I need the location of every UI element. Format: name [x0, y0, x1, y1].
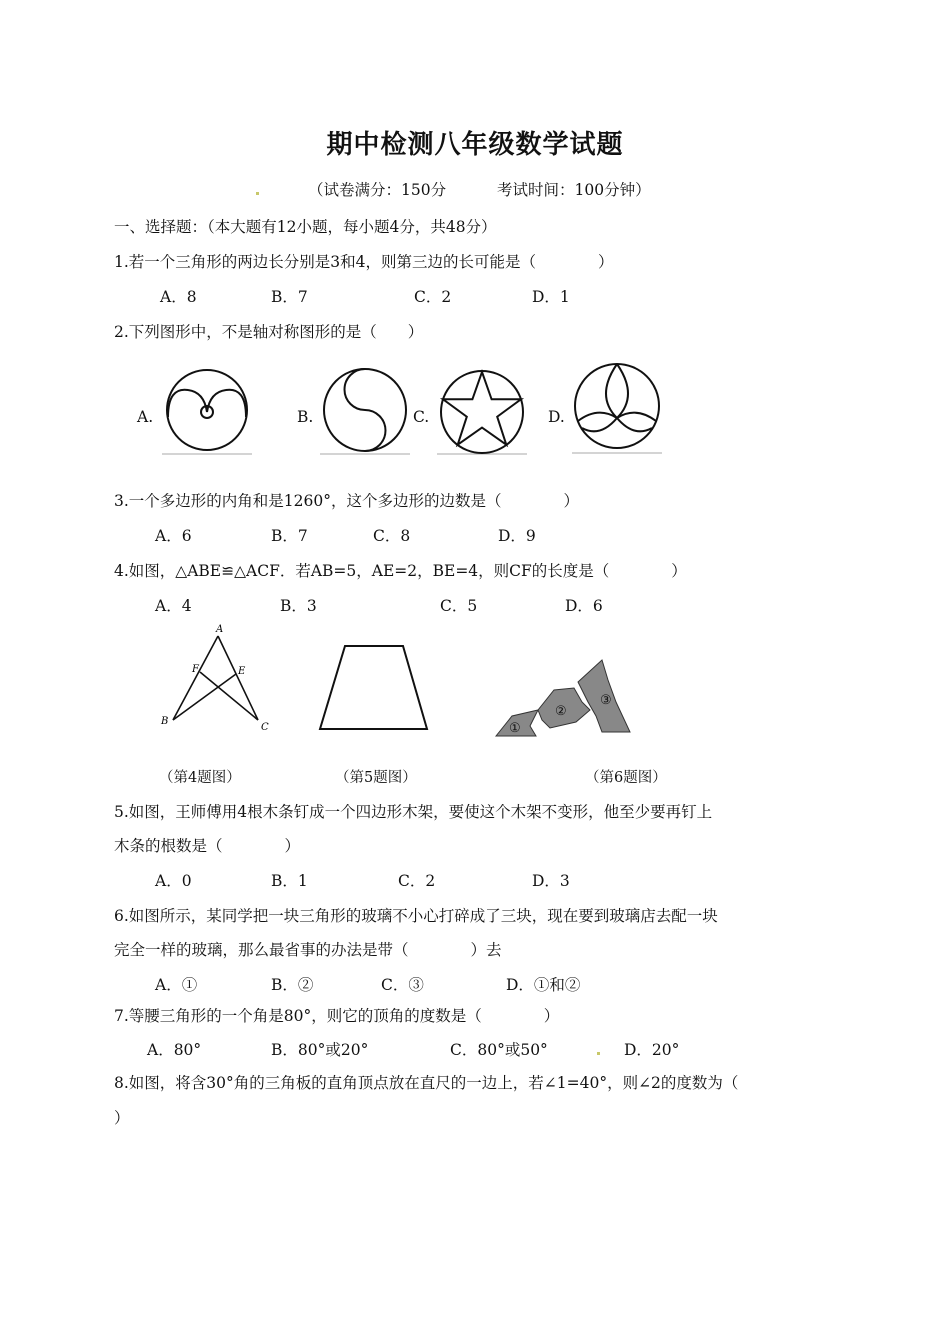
vertex-label-e: E: [238, 666, 246, 677]
score-info: （试卷满分：150分: [308, 181, 447, 199]
q1-option-a: A．8: [160, 288, 197, 306]
figure-q4-triangles: [155, 622, 280, 737]
q7-option-d: D．20°: [624, 1041, 680, 1059]
q6-option-b: B．②: [271, 976, 314, 994]
figure-circle-heart: [160, 362, 255, 457]
figure-q5-trapezoid: [315, 640, 435, 735]
q5-option-b: B．1: [271, 872, 308, 890]
q2-label-c: C.: [413, 408, 430, 426]
question-2-stem: 2.下列图形中，不是轴对称图形的是（ ）: [114, 323, 424, 341]
vertex-label-f: F: [192, 664, 199, 675]
q1-option-c: C．2: [414, 288, 452, 306]
q6-option-c: C．③: [381, 976, 424, 994]
caption-q5: （第5题图）: [335, 770, 417, 786]
stray-dot: [597, 1052, 600, 1055]
q1-option-b: B．7: [271, 288, 308, 306]
figure-star-circle: [435, 362, 530, 457]
q3-option-d: D．9: [498, 527, 536, 545]
question-6-stem-line2: 完全一样的玻璃，那么最省事的办法是带（ ）去: [114, 941, 502, 959]
q2-label-d: D.: [548, 408, 565, 426]
figure-taiji-circle: [318, 362, 413, 457]
page-title: 期中检测八年级数学试题: [326, 130, 624, 160]
q4-option-d: D．6: [565, 597, 603, 615]
q4-option-b: B．3: [280, 597, 317, 615]
caption-q4: （第4题图）: [159, 770, 241, 786]
q1-option-d: D．1: [532, 288, 570, 306]
q4-option-a: A．4: [155, 597, 192, 615]
q3-option-c: C．8: [373, 527, 411, 545]
q6-option-d: D．①和②: [506, 976, 581, 994]
question-1-stem: 1.若一个三角形的两边长分别是3和4，则第三边的长可能是（ ）: [114, 253, 614, 271]
q7-option-b: B．80°或20°: [271, 1041, 369, 1059]
q3-option-b: B．7: [271, 527, 308, 545]
question-8-stem-line2: ）: [114, 1109, 130, 1127]
q5-option-d: D．3: [532, 872, 570, 890]
q5-option-a: A．0: [155, 872, 192, 890]
figure-q6-glass-pieces: [492, 654, 637, 739]
question-7-stem: 7.等腰三角形的一个角是80°，则它的顶角的度数是（ ）: [114, 1007, 560, 1025]
question-6-stem-line1: 6.如图所示，某同学把一块三角形的玻璃不小心打碎成了三块，现在要到玻璃店去配一块: [114, 907, 718, 925]
q4-option-c: C．5: [440, 597, 478, 615]
section-heading: 一、选择题：（本大题有12小题，每小题4分，共48分）: [114, 218, 497, 236]
q3-option-a: A．6: [155, 527, 192, 545]
q2-label-a: A.: [137, 408, 154, 426]
vertex-label-c: C: [261, 722, 269, 733]
q5-option-c: C．2: [398, 872, 436, 890]
time-info: 考试时间：100分钟）: [497, 181, 651, 199]
question-5-stem-line1: 5.如图，王师傅用4根木条钉成一个四边形木架，要使这个木架不变形，他至少要再钉上: [114, 803, 713, 821]
piece-label-3: ③: [600, 693, 612, 708]
stray-dot: [256, 192, 259, 195]
question-3-stem: 3.一个多边形的内角和是1260°，这个多边形的边数是（ ）: [114, 492, 579, 510]
q6-option-a: A．①: [155, 976, 198, 994]
piece-label-1: ①: [509, 721, 521, 736]
q7-option-a: A．80°: [147, 1041, 202, 1059]
question-8-stem-line1: 8.如图，将含30°角的三角板的直角顶点放在直尺的一边上，若∠1=40°，则∠2的度数为（: [114, 1074, 739, 1092]
question-4-stem: 4.如图，△ABE≌△ACF．若AB=5，AE=2，BE=4，则CF的长度是（ ）: [114, 562, 687, 580]
vertex-label-a: A: [216, 624, 224, 635]
caption-q6: （第6题图）: [585, 770, 667, 786]
question-5-stem-line2: 木条的根数是（ ）: [114, 837, 301, 855]
vertex-label-b: B: [161, 716, 169, 727]
q7-option-c: C．80°或50°: [450, 1041, 548, 1059]
figure-trefoil-circle: [570, 356, 665, 456]
piece-label-2: ②: [555, 704, 567, 719]
q2-label-b: B.: [297, 408, 314, 426]
